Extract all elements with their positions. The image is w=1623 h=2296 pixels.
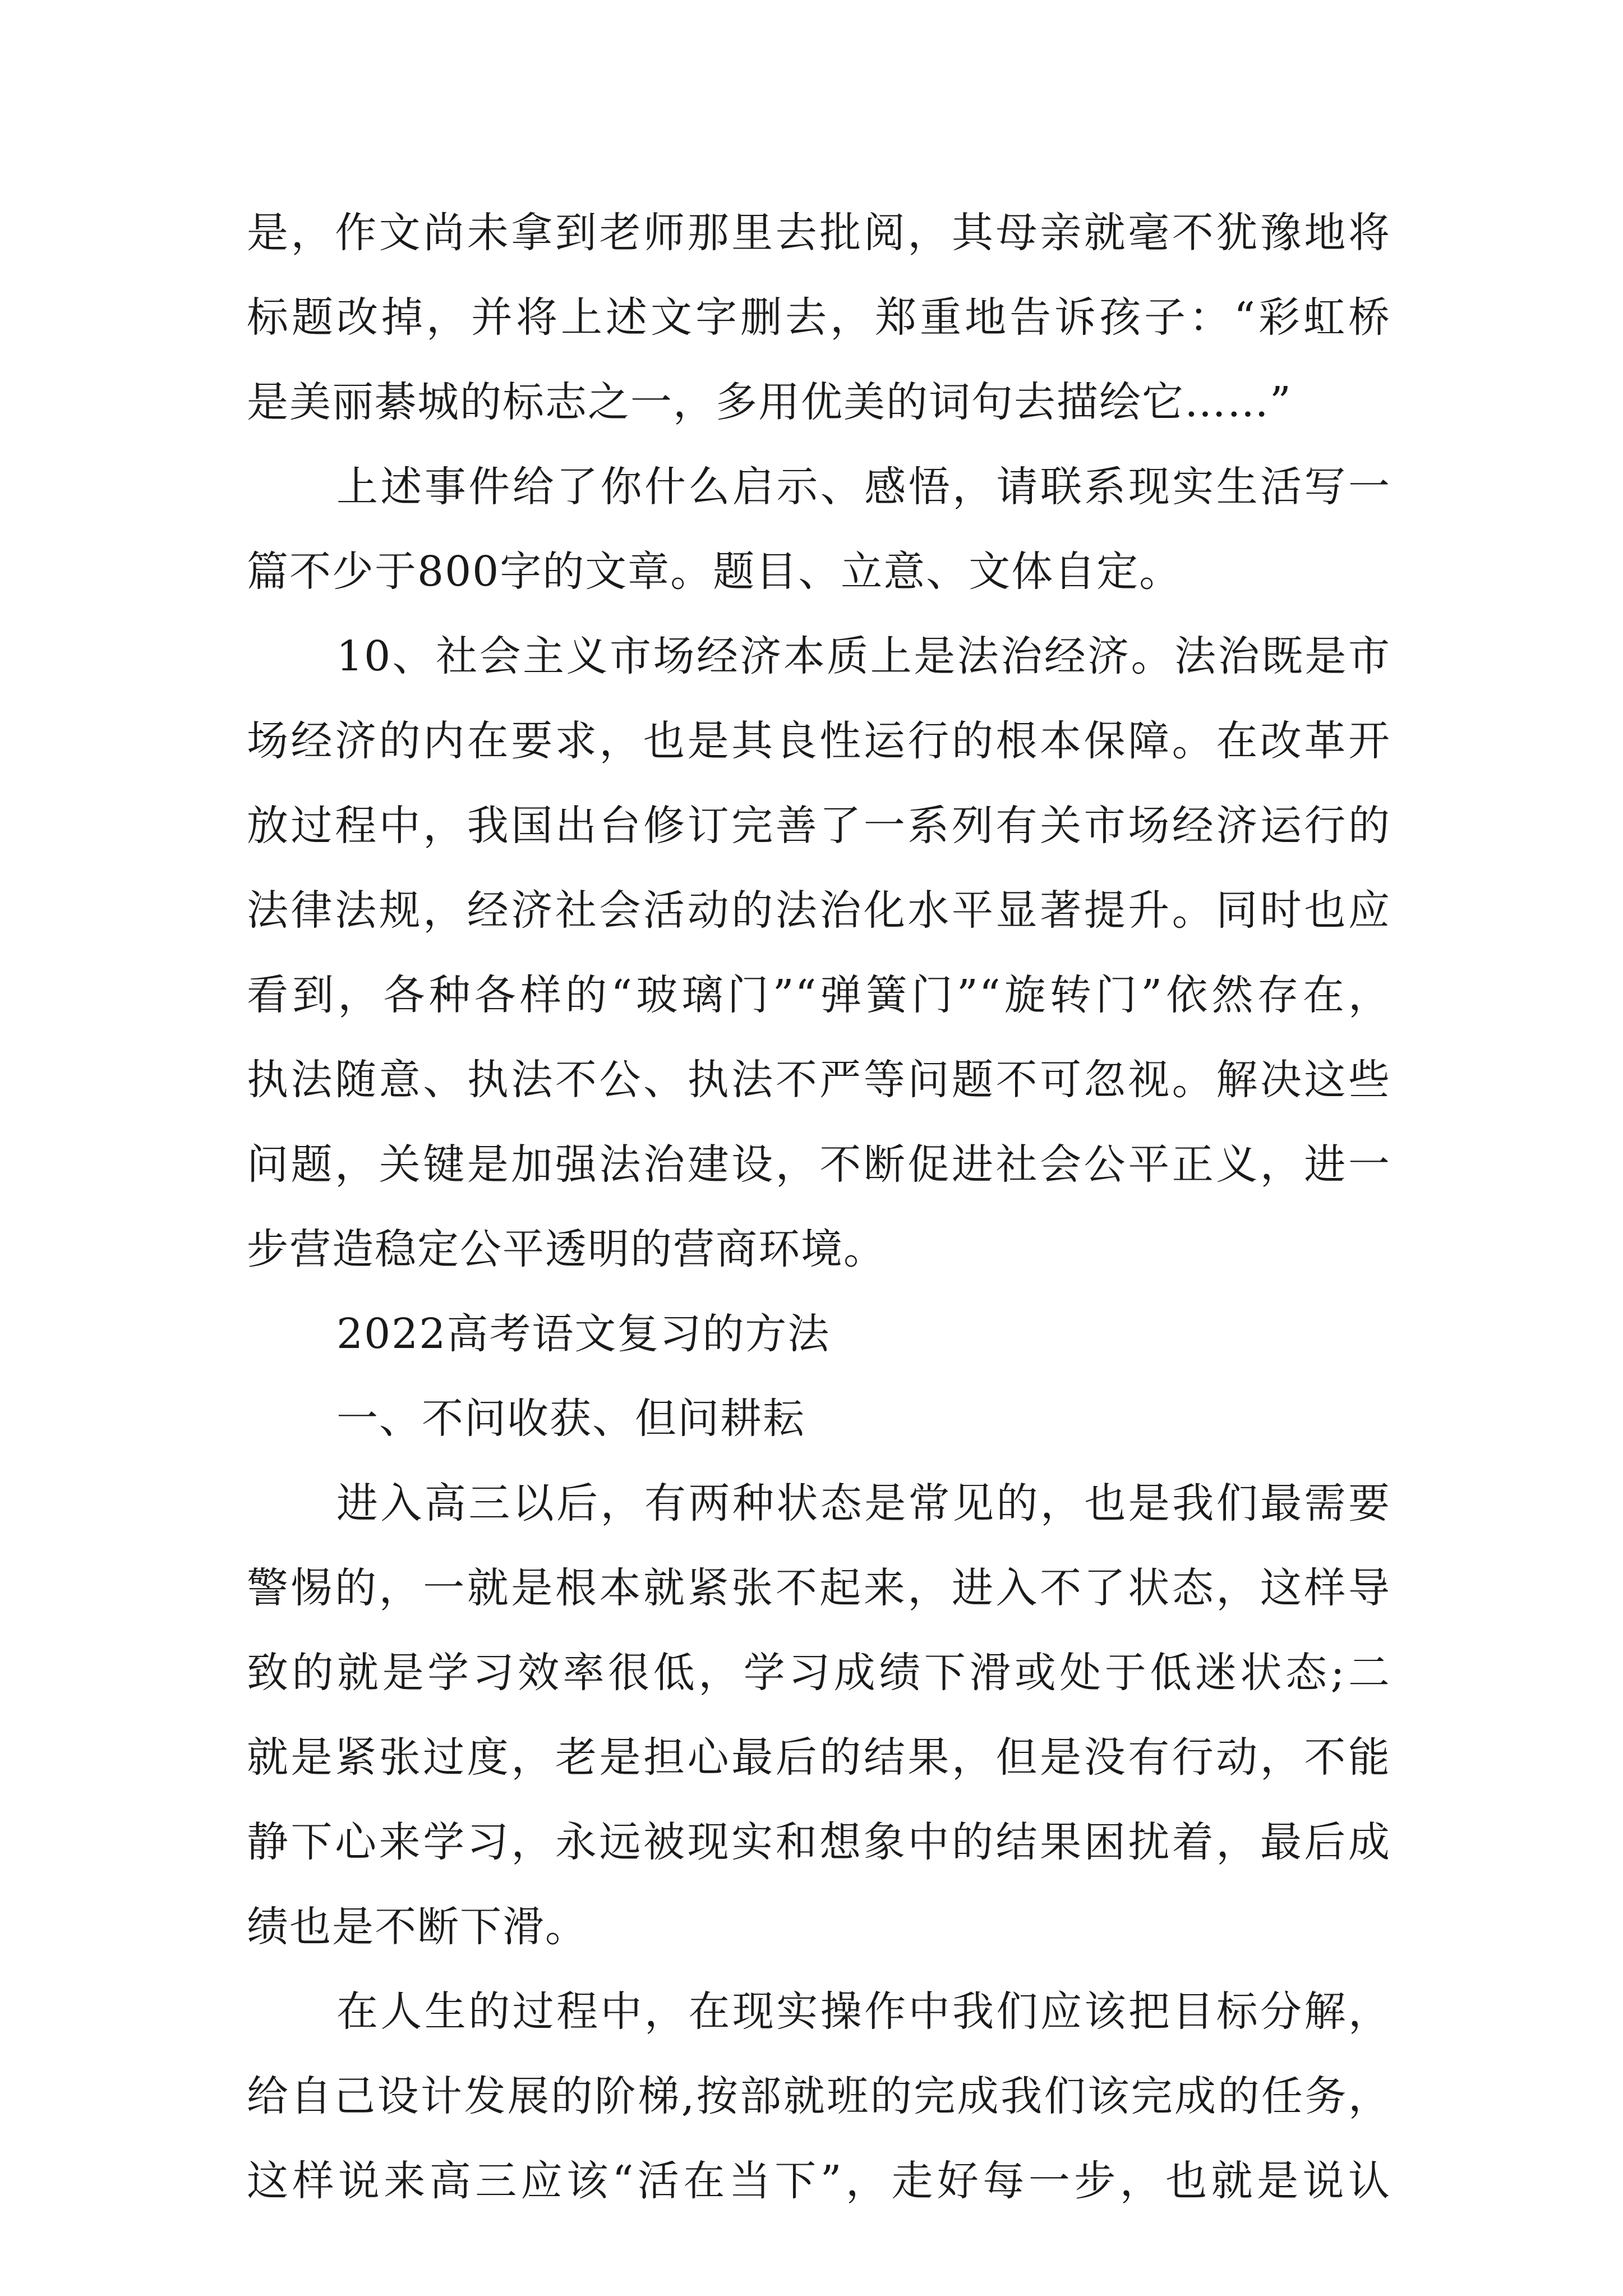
text-line: 是美丽綦城的标志之一，多用优美的词句去描绘它……” [247, 378, 1292, 426]
text-line: 进入高三以后，有两种状态是常见的，也是我们最需要 [336, 1479, 1391, 1527]
text-line: 步营造稳定公平透明的营商环境。 [247, 1225, 886, 1273]
text-line: 场经济的内在要求，也是其良性运行的根本保障。在改革开 [247, 717, 1391, 765]
text-line: 绩也是不断下滑。 [247, 1903, 588, 1951]
text-line: 静下心来学习，永远被现实和想象中的结果困扰着，最后成 [247, 1818, 1391, 1866]
text-line: 10、社会主义市场经济本质上是法治经济。法治既是市 [336, 632, 1391, 680]
text-line: 标题改掉，并将上述文字删去，郑重地告诉孩子：“彩虹桥 [247, 293, 1391, 342]
text-line: 致的就是学习效率很低，学习成绩下滑或处于低迷状态;二 [247, 1649, 1391, 1697]
text-line: 给自己设计发展的阶梯,按部就班的完成我们该完成的任务， [247, 2072, 1391, 2120]
text-line: 在人生的过程中，在现实操作中我们应该把目标分解， [336, 1987, 1391, 2036]
text-line: 放过程中，我国出台修订完善了一系列有关市场经济运行的 [247, 802, 1391, 850]
text-line: 警惕的，一就是根本就紧张不起来，进入不了状态，这样导 [247, 1564, 1391, 1612]
section-heading: 2022高考语文复习的方法 [336, 1310, 831, 1358]
text-line: 是，作文尚未拿到老师那里去批阅，其母亲就毫不犹豫地将 [247, 209, 1391, 257]
text-line: 执法随意、执法不公、执法不严等问题不可忽视。解决这些 [247, 1056, 1391, 1104]
text-line: 这样说来高三应该“活在当下”，走好每一步，也就是说认 [247, 2157, 1391, 2205]
text-line: 就是紧张过度，老是担心最后的结果，但是没有行动，不能 [247, 1733, 1391, 1782]
section-subheading: 一、不问收获、但问耕耘 [336, 1395, 805, 1443]
text-line: 上述事件给了你什么启示、感悟，请联系现实生活写一 [336, 463, 1391, 511]
text-line: 法律法规，经济社会活动的法治化水平显著提升。同时也应 [247, 886, 1391, 935]
text-line: 问题，关键是加强法治建设，不断促进社会公平正义，进一 [247, 1140, 1391, 1189]
text-line: 看到，各种各样的“玻璃门”“弹簧门”“旋转门”依然存在， [247, 971, 1391, 1019]
text-line: 篇不少于800字的文章。题目、立意、文体自定。 [247, 547, 1182, 596]
